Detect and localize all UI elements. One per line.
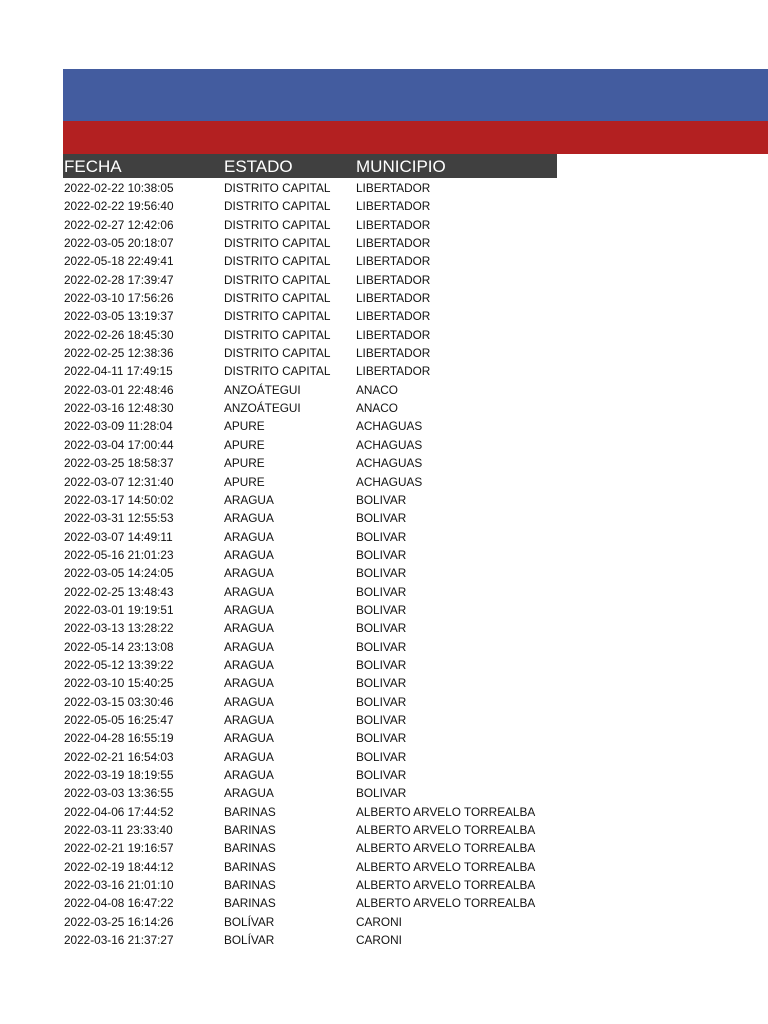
cell-fecha: 2022-04-06 17:44:52 [64,804,174,819]
cell-fecha: 2022-03-01 22:48:46 [64,382,174,397]
table-row [63,748,557,766]
cell-estado: BARINAS [224,841,276,856]
cell-fecha: 2022-03-13 13:28:22 [64,621,174,636]
cell-fecha: 2022-03-05 13:19:37 [64,309,174,324]
cell-fecha: 2022-03-05 20:18:07 [64,236,174,251]
cell-estado: DISTRITO CAPITAL [224,327,331,342]
cell-municipio: LIBERTADOR [356,236,431,251]
cell-estado: ARAGUA [224,621,274,636]
table-row [63,858,557,876]
cell-fecha: 2022-05-16 21:01:23 [64,547,174,562]
table-row [63,619,557,637]
cell-estado: ARAGUA [224,529,274,544]
cell-estado: ARAGUA [224,511,274,526]
table-row [63,913,557,931]
cell-estado: ARAGUA [224,602,274,617]
table-row [63,583,557,601]
cell-fecha: 2022-04-11 17:49:15 [64,364,173,379]
cell-estado: ARAGUA [224,694,274,709]
cell-municipio: CARONI [356,933,402,948]
table-row [63,674,557,692]
cell-municipio: ACHAGUAS [356,474,423,489]
cell-municipio: BOLIVAR [356,511,407,526]
table-row [63,839,557,857]
cell-estado: ARAGUA [224,584,274,599]
cell-municipio: LIBERTADOR [356,199,431,214]
cell-municipio: ACHAGUAS [356,419,423,434]
cell-fecha: 2022-03-11 23:33:40 [64,823,173,838]
cell-estado: APURE [224,437,265,452]
cell-estado: ARAGUA [224,712,274,727]
title-band [63,69,768,121]
cell-fecha: 2022-03-16 21:37:27 [64,933,174,948]
table-row [63,766,557,784]
cell-fecha: 2022-02-21 19:16:57 [64,841,174,856]
cell-municipio: LIBERTADOR [356,346,431,361]
table-row [63,417,557,435]
cell-municipio: ALBERTO ARVELO TORREALBA [356,859,536,874]
cell-estado: DISTRITO CAPITAL [224,217,331,232]
cell-municipio: ALBERTO ARVELO TORREALBA [356,896,536,911]
cell-estado: APURE [224,456,265,471]
cell-municipio: BOLIVAR [356,731,407,746]
cell-estado: DISTRITO CAPITAL [224,272,331,287]
cell-municipio: LIBERTADOR [356,364,431,379]
table-row [63,729,557,747]
table-row [63,876,557,894]
cell-municipio: BOLIVAR [356,566,407,581]
cell-fecha: 2022-03-09 11:28:04 [64,419,173,434]
cell-estado: DISTRITO CAPITAL [224,291,331,306]
cell-estado: BARINAS [224,896,276,911]
cell-estado: BARINAS [224,823,276,838]
table-row [63,931,557,949]
table-row [63,271,557,289]
cell-fecha: 2022-02-21 16:54:03 [64,749,174,764]
cell-municipio: BOLIVAR [356,492,407,507]
cell-fecha: 2022-05-14 23:13:08 [64,639,174,654]
cell-estado: ARAGUA [224,786,274,801]
cell-fecha: 2022-02-22 19:56:40 [64,199,174,214]
cell-municipio: BOLIVAR [356,768,407,782]
cell-estado: ARAGUA [224,639,274,654]
cell-fecha: 2022-03-16 12:48:30 [64,401,174,416]
table-row [63,454,557,472]
cell-municipio: LIBERTADOR [356,181,431,195]
cell-fecha: 2022-02-27 12:42:06 [64,217,174,232]
cell-estado: APURE [224,419,265,434]
cell-municipio: ACHAGUAS [356,456,423,471]
cell-municipio: LIBERTADOR [356,309,431,324]
cell-estado: ARAGUA [224,566,274,581]
table-row [63,473,557,491]
subtitle-band [63,121,768,154]
cell-fecha: 2022-02-28 17:39:47 [64,272,174,287]
table-row [63,564,557,582]
cell-fecha: 2022-03-10 17:56:26 [64,291,174,306]
cell-fecha: 2022-03-03 13:36:55 [64,786,174,801]
cell-estado: ARAGUA [224,676,274,691]
header-fecha: FECHA [64,157,122,176]
cell-fecha: 2022-03-07 12:31:40 [64,474,174,489]
header-municipio: MUNICIPIO [356,157,446,176]
table-row [63,197,557,215]
cell-fecha: 2022-02-26 18:45:30 [64,327,174,342]
cell-estado: ARAGUA [224,657,274,672]
cell-estado: DISTRITO CAPITAL [224,236,331,251]
cell-estado: ANZOÁTEGUI [224,382,301,397]
cell-municipio: ANACO [356,382,398,397]
cell-municipio: LIBERTADOR [356,254,431,269]
cell-fecha: 2022-03-25 18:58:37 [64,456,174,471]
table-row [63,179,557,197]
cell-municipio: BOLIVAR [356,676,407,691]
cell-estado: BARINAS [224,878,276,893]
table-row [63,216,557,234]
table-row [63,234,557,252]
cell-fecha: 2022-04-08 16:47:22 [64,896,174,911]
cell-municipio: BOLIVAR [356,657,407,672]
table-row [63,399,557,417]
table-row [63,638,557,656]
cell-estado: ARAGUA [224,492,274,507]
cell-estado: BOLÍVAR [224,933,275,948]
cell-estado: DISTRITO CAPITAL [224,199,331,214]
header-estado: ESTADO [224,157,293,176]
cell-fecha: 2022-03-05 14:24:05 [64,566,174,581]
cell-municipio: ANACO [356,401,398,416]
cell-municipio: BOLIVAR [356,547,407,562]
table-row [63,381,557,399]
table-row [63,326,557,344]
table-row [63,491,557,509]
table-row [63,784,557,802]
cell-fecha: 2022-04-28 16:55:19 [64,731,174,746]
cell-fecha: 2022-02-25 12:38:36 [64,346,174,361]
table-row [63,307,557,325]
cell-estado: DISTRITO CAPITAL [224,364,331,379]
cell-municipio: BOLIVAR [356,694,407,709]
cell-municipio: LIBERTADOR [356,291,431,306]
table-body [63,179,557,949]
table-row [63,289,557,307]
cell-municipio: BOLIVAR [356,786,407,801]
cell-fecha: 2022-05-12 13:39:22 [64,657,174,672]
cell-municipio: CARONI [356,914,402,929]
cell-municipio: BOLIVAR [356,621,407,636]
cell-fecha: 2022-02-25 13:48:43 [64,584,174,599]
cell-municipio: BOLIVAR [356,602,407,617]
cell-municipio: ALBERTO ARVELO TORREALBA [356,823,536,838]
table-row [63,711,557,729]
table-row [63,821,557,839]
cell-municipio: BOLIVAR [356,712,407,727]
cell-fecha: 2022-03-16 21:01:10 [64,878,174,893]
cell-fecha: 2022-03-15 03:30:46 [64,694,174,709]
table-row [63,344,557,362]
cell-estado: BOLÍVAR [224,914,275,929]
cell-fecha: 2022-02-22 10:38:05 [64,181,174,195]
cell-fecha: 2022-03-31 12:55:53 [64,511,174,526]
table-row [63,436,557,454]
table-row [63,693,557,711]
table-row [63,252,557,270]
cell-estado: APURE [224,474,265,489]
cell-estado: BARINAS [224,859,276,874]
table-row [63,656,557,674]
cell-municipio: LIBERTADOR [356,272,431,287]
cell-fecha: 2022-03-04 17:00:44 [64,437,174,452]
table-row [63,601,557,619]
cell-fecha: 2022-03-25 16:14:26 [64,914,174,929]
cell-estado: ANZOÁTEGUI [224,401,301,416]
table-row [63,362,557,380]
cell-fecha: 2022-03-19 18:19:55 [64,768,174,782]
cell-fecha: 2022-03-01 19:19:51 [64,602,174,617]
table-row [63,894,557,912]
cell-estado: BARINAS [224,804,276,819]
cell-municipio: ALBERTO ARVELO TORREALBA [356,841,536,856]
table-row [63,509,557,527]
table-row [63,803,557,821]
cell-fecha: 2022-03-17 14:50:02 [64,492,174,507]
table-row [63,546,557,564]
cell-fecha: 2022-02-19 18:44:12 [64,859,174,874]
cell-estado: DISTRITO CAPITAL [224,309,331,324]
cell-municipio: BOLIVAR [356,529,407,544]
cell-estado: DISTRITO CAPITAL [224,346,331,361]
cell-fecha: 2022-05-18 22:49:41 [64,254,174,269]
cell-municipio: ALBERTO ARVELO TORREALBA [356,804,536,819]
table-header [63,154,557,178]
cell-estado: ARAGUA [224,731,274,746]
cell-fecha: 2022-05-05 16:25:47 [64,712,174,727]
cell-municipio: LIBERTADOR [356,217,431,232]
cell-municipio: BOLIVAR [356,584,407,599]
cell-municipio: LIBERTADOR [356,327,431,342]
cell-municipio: BOLIVAR [356,749,407,764]
cell-fecha: 2022-03-07 14:49:11 [64,529,173,544]
cell-estado: DISTRITO CAPITAL [224,181,331,195]
cell-municipio: BOLIVAR [356,639,407,654]
cell-estado: DISTRITO CAPITAL [224,254,331,269]
cell-estado: ARAGUA [224,547,274,562]
table-row [63,528,557,546]
cell-fecha: 2022-03-10 15:40:25 [64,676,174,691]
cell-estado: ARAGUA [224,749,274,764]
cell-estado: ARAGUA [224,768,274,782]
cell-municipio: ACHAGUAS [356,437,423,452]
cell-municipio: ALBERTO ARVELO TORREALBA [356,878,536,893]
